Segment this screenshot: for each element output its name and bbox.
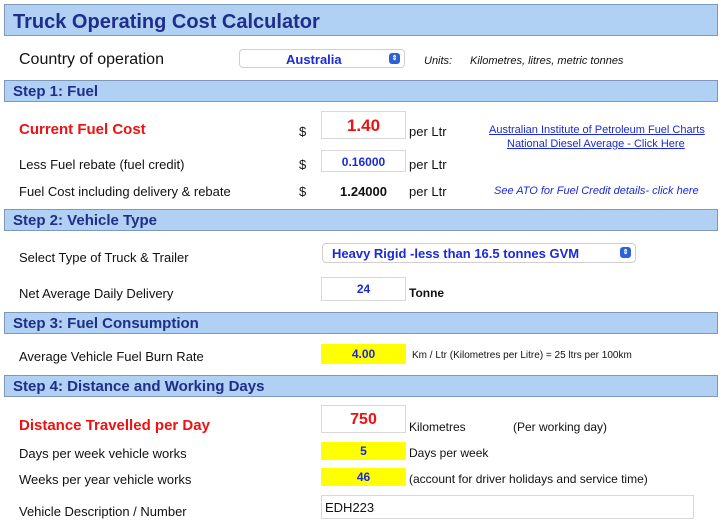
vehicle-description-label: Vehicle Description / Number: [19, 504, 187, 519]
country-label: Country of operation: [19, 51, 164, 68]
distance-label: Distance Travelled per Day: [19, 417, 210, 434]
weeks-note: (account for driver holidays and service time): [409, 472, 648, 486]
distance-note: (Per working day): [513, 420, 608, 434]
delivery-unit-label: Tonne: [409, 286, 445, 300]
step4-heading: Step 4: Distance and Working Days: [4, 375, 718, 397]
step3-heading: Step 3: Fuel Consumption: [4, 312, 718, 334]
truck-type-label: Select Type of Truck & Trailer: [19, 250, 189, 265]
per-ltr-label: per Ltr: [409, 184, 447, 199]
rebate-label: Less Fuel rebate (fuel credit): [19, 157, 185, 172]
daily-delivery-label: Net Average Daily Delivery: [19, 286, 174, 301]
per-ltr-label: per Ltr: [409, 124, 447, 139]
step1-heading: Step 1: Fuel: [4, 80, 718, 102]
daily-delivery-input[interactable]: 24: [321, 277, 406, 301]
country-select-value: Australia: [286, 52, 342, 67]
burn-rate-label: Average Vehicle Fuel Burn Rate: [19, 349, 204, 364]
fuel-including-value: 1.24000: [340, 184, 387, 199]
vehicle-description-input[interactable]: EDH223: [321, 495, 694, 519]
units-label: Units:: [424, 55, 453, 67]
currency-symbol: $: [299, 157, 307, 172]
fuel-including-label: Fuel Cost including delivery & rebate: [19, 184, 231, 199]
units-value: Kilometres, litres, metric tonnes: [470, 55, 624, 67]
distance-input[interactable]: 750: [321, 405, 406, 433]
days-per-week-label: Days per week vehicle works: [19, 446, 187, 461]
currency-symbol: $: [299, 124, 307, 139]
rebate-input[interactable]: 0.16000: [321, 150, 406, 172]
truck-type-value: Heavy Rigid -less than 16.5 tonnes GVM: [332, 246, 580, 261]
fuel-cost-input[interactable]: 1.40: [321, 111, 406, 139]
chevron-updown-icon: ⇕: [389, 53, 400, 64]
ato-fuel-credit-link[interactable]: See ATO for Fuel Credit details- click here: [494, 185, 699, 197]
truck-type-select[interactable]: [322, 243, 636, 263]
diesel-average-link[interactable]: National Diesel Average - Click Here: [507, 138, 685, 150]
currency-symbol: $: [299, 184, 307, 199]
weeks-per-year-input[interactable]: 46: [321, 468, 406, 486]
fuel-cost-label: Current Fuel Cost: [19, 121, 146, 138]
country-select[interactable]: [239, 49, 405, 68]
days-unit: Days per week: [409, 446, 489, 460]
distance-unit: Kilometres: [409, 420, 466, 434]
step2-heading: Step 2: Vehicle Type: [4, 209, 718, 231]
page-title: Truck Operating Cost Calculator: [4, 4, 718, 36]
burn-rate-input[interactable]: 4.00: [321, 344, 406, 364]
aip-fuel-charts-link[interactable]: Australian Institute of Petroleum Fuel Charts: [489, 124, 705, 136]
per-ltr-label: per Ltr: [409, 157, 447, 172]
days-per-week-input[interactable]: 5: [321, 442, 406, 460]
burn-rate-unit: Km / Ltr (Kilometres per Litre) = 25 ltrs per 100km: [412, 350, 632, 361]
chevron-updown-icon: ⇕: [620, 247, 631, 258]
weeks-per-year-label: Weeks per year vehicle works: [19, 472, 192, 487]
